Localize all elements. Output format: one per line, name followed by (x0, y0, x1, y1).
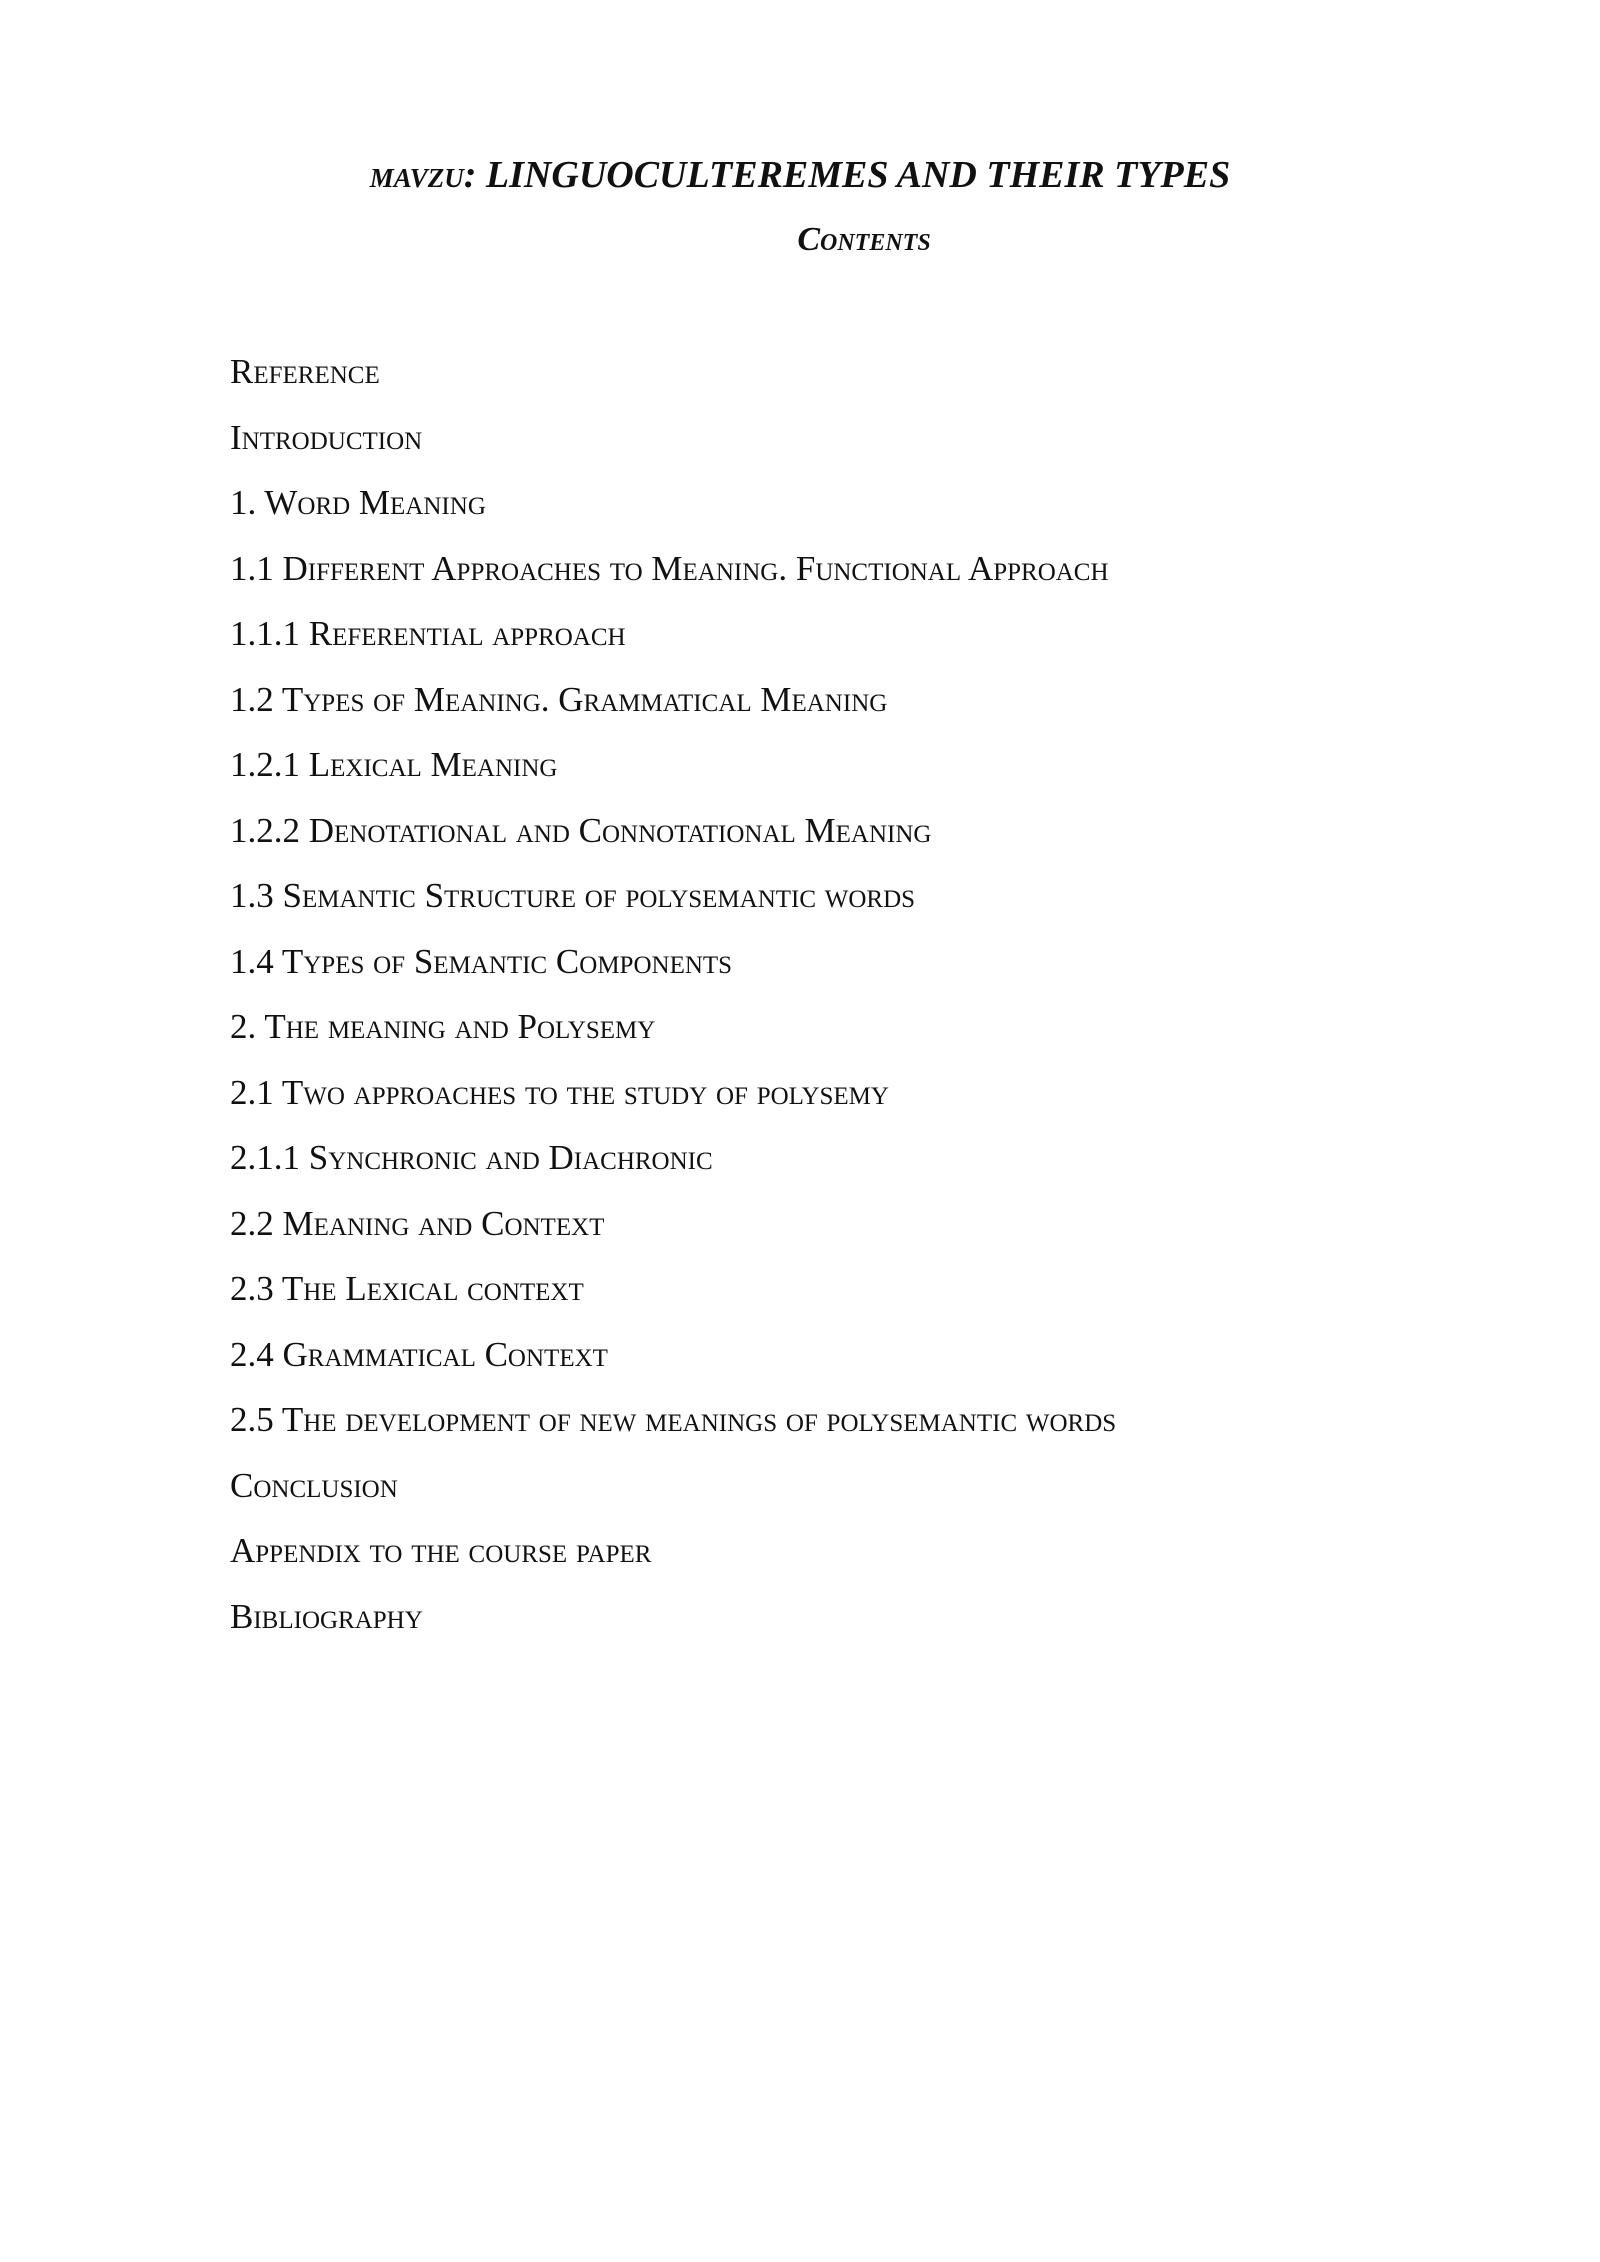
contents-heading: Contents (797, 221, 931, 258)
document-title (0, 150, 1600, 200)
toc-item: 1.3 Semantic Structure of polysemantic words (230, 876, 916, 915)
toc-item: 1.2.1 Lexical Meaning (230, 745, 558, 784)
toc-item: Conclusion (230, 1465, 398, 1505)
toc-item: 2.1 Two approaches to the study of polysemy (230, 1072, 889, 1112)
toc-item: 2. The meaning and Polysemy (230, 1007, 656, 1046)
toc-item: 1.2 Types of Meaning. Grammatical Meaning (230, 679, 888, 719)
toc-item: 2.3 The Lexical context (230, 1269, 584, 1308)
toc-item: 1.2.2 Denotational and Connotational Meaning (230, 810, 932, 850)
toc-item: 2.4 Grammatical Context (230, 1334, 608, 1374)
toc-item: 2.2 Meaning and Context (230, 1203, 605, 1243)
toc-item: 1. Word Meaning (230, 483, 486, 522)
title-main: : LINGUOCULTEREMES AND THEIR TYPES (463, 154, 1231, 196)
title-prefix: mavzu (369, 154, 464, 196)
toc-item: 2.1.1 Synchronic and Diachronic (230, 1138, 713, 1177)
toc-item: 2.5 The development of new meanings of polysemantic words (230, 1400, 1117, 1439)
toc-item: Introduction (230, 417, 423, 457)
toc-item: 1.1 Different Approaches to Meaning. Functional Approach (230, 548, 1109, 588)
toc-item: Appendix to the course paper (230, 1531, 652, 1570)
table-of-contents (230, 350, 1480, 1660)
toc-item: Bibliography (230, 1596, 423, 1636)
toc-item: 1.1.1 Referential approach (230, 614, 626, 653)
toc-item: Reference (230, 352, 380, 391)
toc-item: 1.4 Types of Semantic Components (230, 941, 733, 981)
